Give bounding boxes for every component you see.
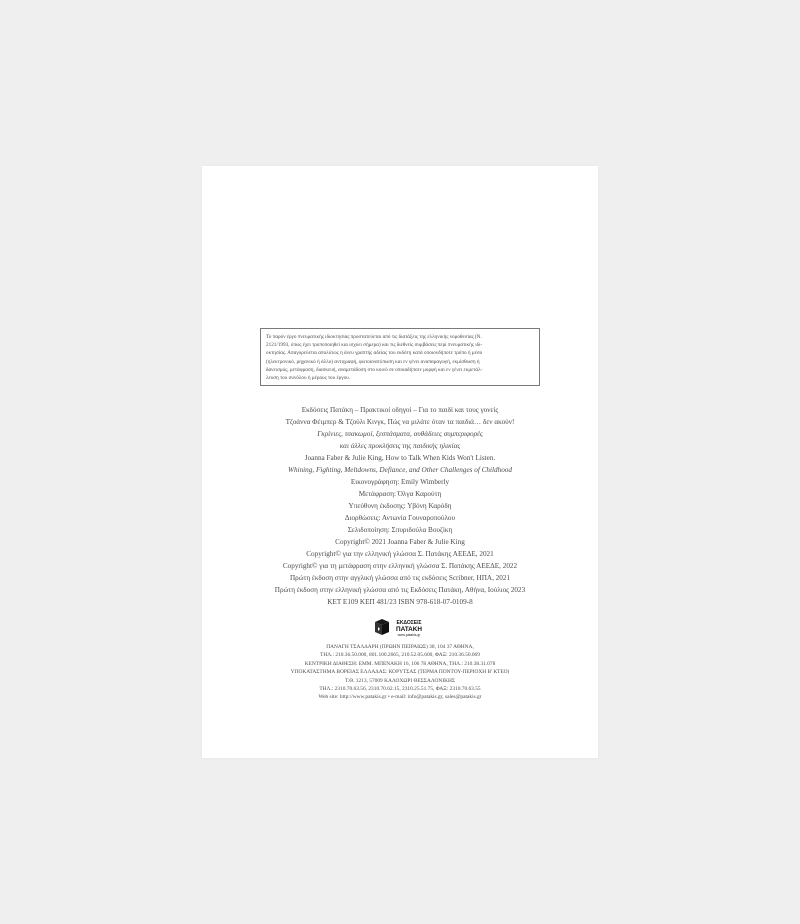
- north-branch-phones: ΤΗΛ.: 2310.70.63.56, 2310.70.62.15, 2310.25.51.75, ΦΑΞ: 2310.70.63.55: [319, 686, 481, 693]
- publisher-info: [202, 643, 598, 702]
- editor-credit: Υπεύθυνη έκδοσης: Υβόνη Καρόδη: [348, 502, 452, 510]
- edition-line: Πρώτη έκδοση στην αγγλική γλώσσα από τις εκδόσεις Scribner, ΗΠΑ, 2021: [289, 574, 511, 582]
- proofreading-credit: Διορθώσεις: Αντωνία Γουναροπούλου: [344, 514, 456, 522]
- isbn-line: ΚΕΤ Ε109 ΚΕΠ 481/23 ISBN 978-618-07-0109-8: [327, 598, 473, 606]
- publisher-phones: ΤΗΛ.: 210.36.50.000, 801.100.2665, 210.52.05.600, ΦΑΞ: 210.36.50.069: [320, 652, 480, 659]
- copyright-line: Copyright© για τη μετάφραση στην ελληνική γλώσσα Σ. Πατάκης ΑΕΕΔΕ, 2022: [282, 562, 518, 570]
- subtitle-line-1: Γκρίνιες, τσακωμοί, ξεσπάσματα, αυθάδειες συμπεριφορές: [317, 430, 483, 438]
- edition-line: Πρώτη έκδοση στην ελληνική γλώσσα από τις Εκδόσεις Πατάκη, Αθήνα, Ιούλιος 2023: [274, 586, 526, 594]
- publisher-address: ΠΑΝΑΓΗ ΤΣΑΛΔΑΡΗ (ΠΡΩΗΝ ΠΕΙΡΑΙΩΣ) 38, 104 37 ΑΘΗΝΑ,: [326, 644, 474, 650]
- subtitle-line-2: και άλλες προκλήσεις της παιδικής ηλικίας: [339, 442, 461, 450]
- logo-line-1: ΕΚΔΟΣΕΙΣ: [396, 620, 422, 626]
- copyright-notice-box: [260, 328, 540, 386]
- logo-mark-icon: [375, 619, 389, 635]
- north-branch: ΥΠΟΚΑΤΑΣΤΗΜΑ ΒΟΡΕΙΑΣ ΕΛΛΑΔΑΣ: ΚΟΡΥΤΣΑΣ (ΤΕΡΜΑ ΠΟΝΤΟΥ-ΠΕΡΙΟΧΗ Β' ΚΤΕΟ): [290, 669, 510, 676]
- notice-line: (ηλεκτρονικό, μηχανικό ή άλλο) αντιγραφή, φωτοανατύπωση και εν γένει αναπαραγωγή, εκμίσθωση ή: [266, 358, 480, 365]
- notice-line: οκτησίας. Απαγορεύεται απολύτως η άνευ γραπτής αδείας του εκδότη κατά οποιονδήποτε τρόπο ή μέσο: [266, 350, 483, 357]
- layout-credit: Σελιδοποίηση: Σπυριδούλα Βουζίκη: [347, 526, 453, 534]
- notice-line: δανεισμός, μετάφραση, διασκευή, αναμετάδοση στο κοινό σε οποιαδήποτε μορφή και εν γένει εκμετάλ-: [266, 366, 483, 373]
- copyright-line: Copyright© για την ελληνική γλώσσα Σ. Πατάκης ΑΕΕΔΕ, 2021: [306, 550, 494, 558]
- illustration-credit: Εικονογράφηση: Emily Wimberly: [350, 478, 450, 486]
- web-contact: Web site: http://www.patakis.gr • e-mail: info@patakis.gr, sales@patakis.gr: [318, 694, 482, 701]
- authors-title-line: Τζοάννα Φέιμπερ & Τζούλι Κινγκ, Πώς να μιλάτε όταν τα παιδιά… δεν ακούν!: [285, 418, 515, 426]
- notice-line: λευση του συνόλου ή μέρους του έργου.: [266, 375, 351, 382]
- logo-line-2: ΠΑΤΑΚΗ: [396, 626, 422, 633]
- translation-credit: Μετάφραση: Όλγα Καρούτη: [358, 490, 442, 498]
- book-credits: [202, 404, 598, 608]
- original-title-line: Joanna Faber & Julie King, How to Talk When Kids Won't Listen.: [304, 454, 496, 462]
- central-distribution: ΚΕΝΤΡΙΚΗ ΔΙΑΘΕΣΗ: ΕΜΜ. ΜΠΕΝΑΚΗ 16, 106 78 ΑΘΗΝΑ, ΤΗΛ.: 210.38.31.078: [304, 660, 496, 667]
- series-line: Εκδόσεις Πατάκη – Πρακτικοί οδηγοί – Για το παιδί και τους γονείς: [301, 406, 499, 414]
- logo-line-3: www.patakis.gr: [397, 633, 421, 637]
- notice-line: Το παρόν έργο πνευματικής ιδιοκτησίας προστατεύεται από τις διατάξεις της ελληνικής νομοθεσίας (Ν.: [266, 334, 482, 340]
- original-subtitle-line: Whining, Fighting, Meltdowns, Defiance, and Other Challenges of Childhood: [288, 466, 512, 474]
- copyright-page: [202, 166, 598, 758]
- copyright-line: Copyright© 2021 Joanna Faber & Julie King: [335, 538, 465, 546]
- publisher-logo: [373, 616, 429, 638]
- north-branch-pobox: Τ.Θ. 1213, 57009 ΚΑΛΟΧΩΡΙ ΘΕΣΣΑΛΟΝΙΚΗΣ: [344, 677, 456, 684]
- notice-line: 2121/1993, όπως έχει τροποποιηθεί και ισχύει σήμερα) και τις διεθνείς συμβάσεις περί πνευματικής ιδι-: [266, 342, 483, 349]
